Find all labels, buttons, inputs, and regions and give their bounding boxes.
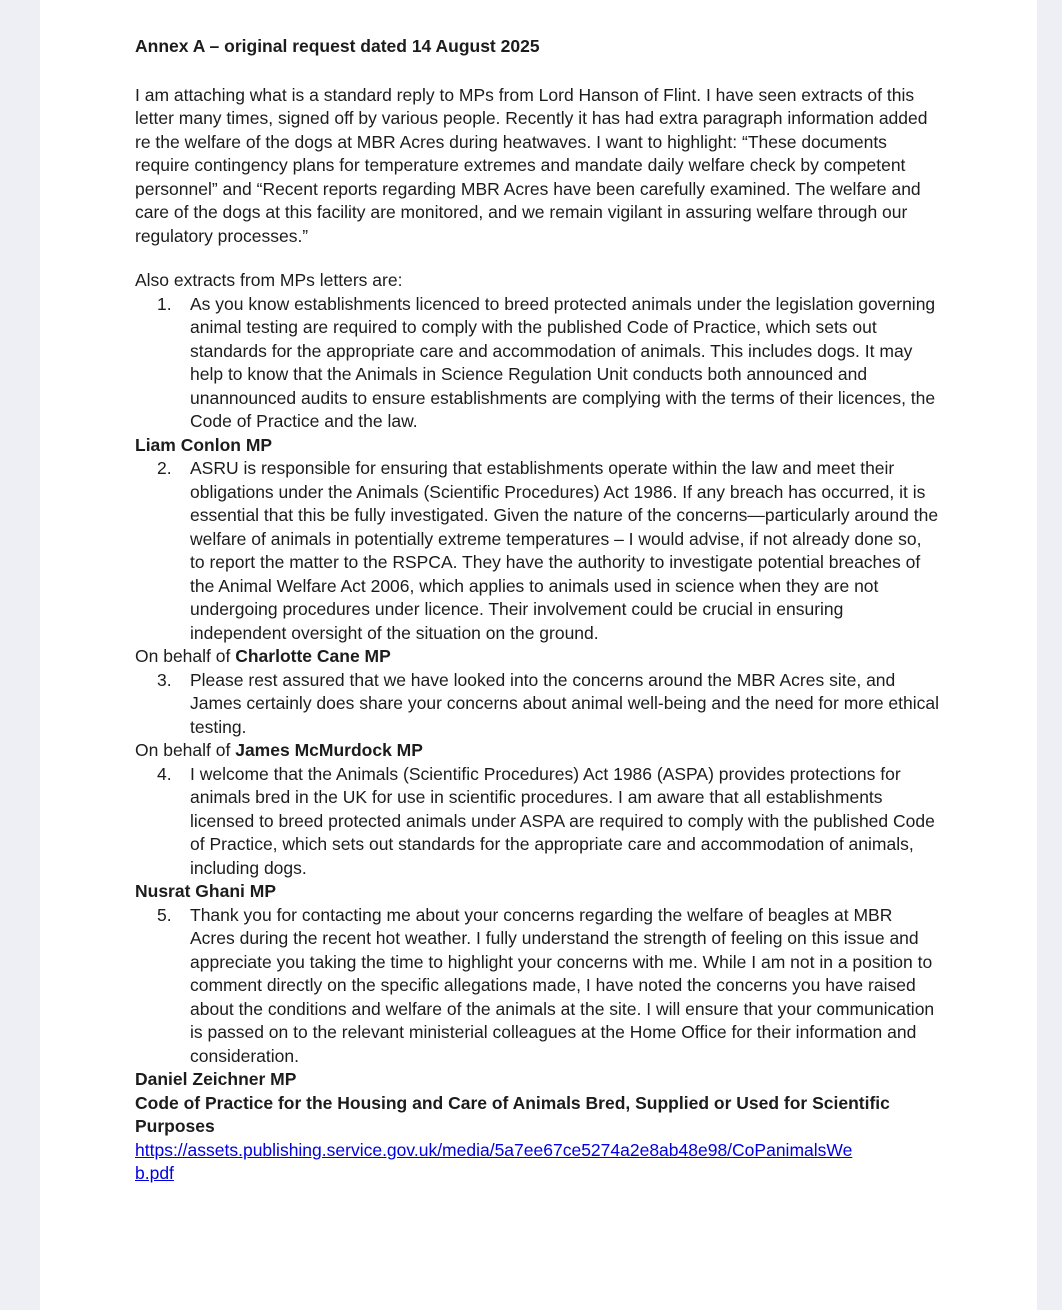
extract-item-5 bbox=[135, 904, 940, 1069]
extract-text: I welcome that the Animals (Scientific Procedures) Act 1986 (ASPA) provides protections for animals bred in the UK for use in scientific procedures. I am aware that all establishments licensed to breed protected animals under ASPA are required to comply with the published Code of Practice, which sets out standards for the appropriate care and accommodation of animals, including dogs. bbox=[190, 763, 935, 878]
attribution-charlotte-cane bbox=[135, 645, 940, 669]
intro-paragraph: I am attaching what is a standard reply to MPs from Lord Hanson of Flint. I have seen extracts of this letter many times, signed off by various people. Recently it has had extra paragraph information added re the welfare of the dogs at MBR Acres during heatwaves. I want to highlight: “These documents require contingency plans for temperature extremes and mandate daily welfare check by competent personnel” and “Recent reports regarding MBR Acres have been carefully examined. The welfare and care of the dogs at this facility are monitored, and we remain vigilant in assuring welfare through our regulatory processes.” bbox=[135, 84, 928, 246]
extract-item-2 bbox=[135, 457, 940, 645]
attribution-prefix: On behalf of bbox=[135, 740, 236, 760]
list-number: 1. bbox=[157, 293, 172, 314]
attribution-nusrat-ghani bbox=[135, 880, 940, 904]
list-number: 5. bbox=[157, 904, 172, 925]
extract-text: ASRU is responsible for ensuring that establishments operate within the law and meet their obligations under the Animals (Scientific Procedures) Act 1986. If any breach has occurred, it is essential that this be fully investigated. Given the nature of the concerns—particularly around the welfare of animals in potentially extreme temperatures – I would advise, if not already done so, to report the matter to the RSPCA. They have the authority to investigate potential breaches of the Animal Welfare Act 2006, which applies to animals used in science when they are not undergoing procedures under licence. Their involvement could be crucial in ensuring independent oversight of the situation on the ground. bbox=[190, 458, 939, 643]
extract-item-4 bbox=[135, 763, 940, 881]
attribution-prefix: On behalf of bbox=[135, 646, 236, 666]
attribution-liam-conlon bbox=[135, 434, 940, 458]
list-number: 4. bbox=[157, 763, 172, 784]
code-of-practice-link[interactable]: https://assets.publishing.service.gov.uk/media/5a7ee67ce5274a2e8ab48e98/CoPanimalsWeb.pdf bbox=[135, 1139, 853, 1183]
mp-name: Daniel Zeichner MP bbox=[135, 1069, 297, 1089]
code-of-practice-title: Code of Practice for the Housing and Care of Animals Bred, Supplied or Used for Scientific Purposes bbox=[135, 1092, 890, 1136]
list-number: 2. bbox=[157, 458, 172, 478]
extract-text: As you know establishments licenced to breed protected animals under the legislation governing animal testing are required to comply with the published Code of Practice, which sets out standards for the appropriate care and accommodation of animals. This includes dogs. It may help to know that the Animals in Science Regulation Unit conducts both announced and unannounced audits to ensure establishments are complying with the terms of their licences, the Code of Practice and the law. bbox=[190, 293, 936, 431]
extract-item-1 bbox=[135, 293, 940, 434]
document-page bbox=[40, 0, 1037, 1310]
mp-name: Liam Conlon MP bbox=[135, 434, 273, 455]
list-number: 3. bbox=[157, 669, 172, 690]
mp-name: Nusrat Ghani MP bbox=[135, 881, 276, 901]
mp-name: Charlotte Cane MP bbox=[235, 646, 391, 666]
extract-item-3 bbox=[135, 669, 940, 740]
attribution-james-mcmurdock bbox=[135, 739, 940, 763]
extract-text: Please rest assured that we have looked into the concerns around the MBR Acres site, and James certainly does share your concerns about animal well-being and the need for more ethical testing. bbox=[190, 669, 940, 737]
mp-name: James McMurdock MP bbox=[235, 740, 423, 760]
extracts-heading: Also extracts from MPs letters are: bbox=[135, 270, 403, 290]
extract-text: Thank you for contacting me about your concerns regarding the welfare of beagles at MBR Acres during the recent hot weather. I fully understand the strength of feeling on this issue and appreciate you taking the time to highlight your concerns with me. While I am not in a position to comment directly on the specific allegations made, I have noted the concerns you have raised about the conditions and welfare of the animals at the site. I will ensure that your communication is passed on to the relevant ministerial colleagues at the Home Office for their information and consideration. bbox=[190, 904, 935, 1066]
attribution-daniel-zeichner bbox=[135, 1068, 940, 1092]
page-title: Annex A – original request dated 14 August 2025 bbox=[135, 36, 540, 56]
